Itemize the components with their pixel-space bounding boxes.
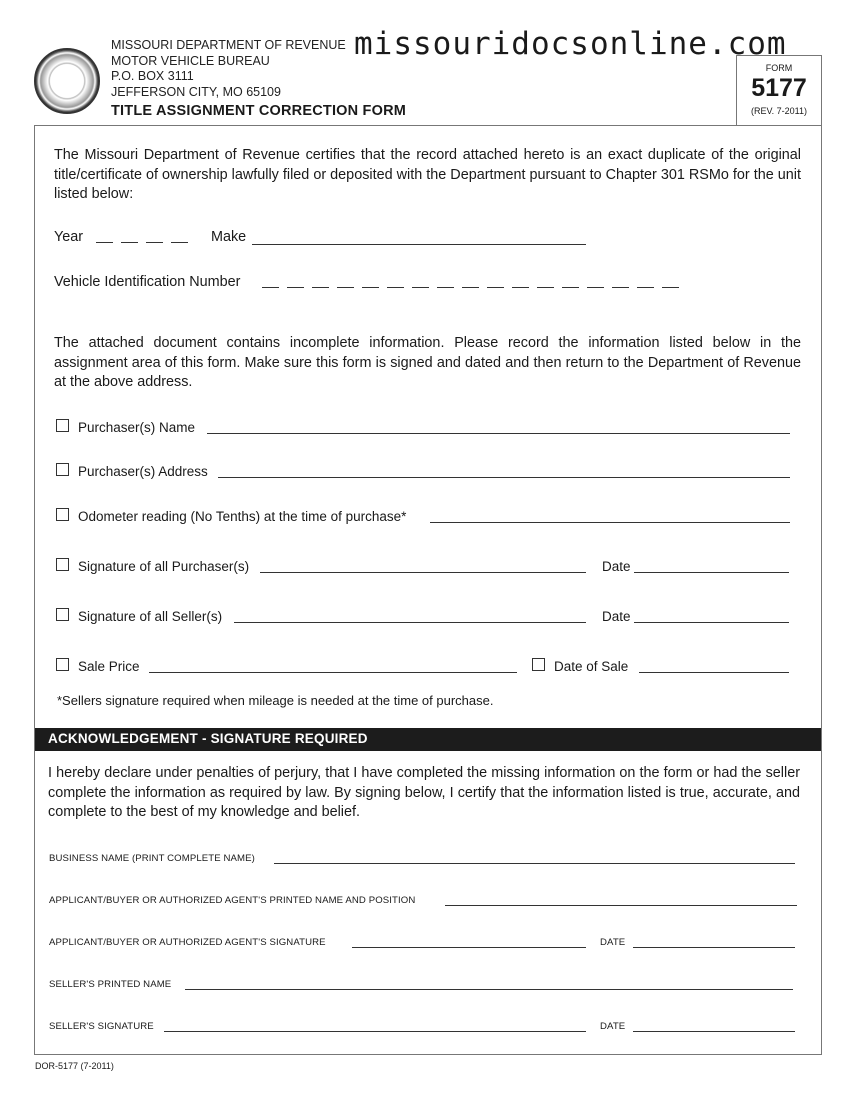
seller-printed-name-field[interactable] [185, 989, 793, 990]
agency-address [111, 38, 346, 100]
business-name-field[interactable] [274, 863, 795, 864]
agent-printed-name-field[interactable] [445, 905, 797, 906]
agent-signature-field[interactable] [352, 947, 586, 948]
purchaser-signature-checkbox[interactable] [56, 558, 69, 571]
sale-price-field[interactable] [149, 672, 517, 673]
sale-price-checkbox[interactable] [56, 658, 69, 671]
odometer-label: Odometer reading (No Tenths) at the time of purchase* [78, 509, 407, 524]
sale-price-label: Sale Price [78, 659, 140, 674]
seller-date-label: Date [602, 609, 631, 624]
seller-date-ack-label: DATE [600, 1021, 626, 1032]
purchaser-address-field[interactable] [218, 477, 790, 478]
purchaser-address-checkbox[interactable] [56, 463, 69, 476]
agency-line: JEFFERSON CITY, MO 65109 [111, 84, 281, 99]
form-revision: (REV. 7-2011) [750, 106, 808, 116]
seller-printed-name-label: SELLER'S PRINTED NAME [49, 979, 172, 990]
agent-date-label: DATE [600, 937, 626, 948]
vin-label: Vehicle Identification Number [54, 274, 241, 290]
date-of-sale-label: Date of Sale [554, 659, 629, 674]
state-seal-icon [34, 48, 100, 114]
footer-form-id: DOR-5177 (7-2011) [35, 1061, 114, 1071]
purchaser-date-label: Date [602, 559, 631, 574]
make-label: Make [211, 229, 247, 245]
odometer-checkbox[interactable] [56, 508, 69, 521]
seller-signature-label: Signature of all Seller(s) [78, 609, 223, 624]
agency-line: MOTOR VEHICLE BUREAU [111, 53, 270, 68]
purchaser-name-field[interactable] [207, 433, 790, 434]
business-name-label: BUSINESS NAME (PRINT COMPLETE NAME) [49, 853, 255, 864]
year-label: Year [54, 229, 84, 245]
purchaser-name-label: Purchaser(s) Name [78, 420, 196, 435]
watermark: missouridocsonline.com [354, 26, 787, 62]
form-label: FORM [765, 63, 793, 73]
agent-printed-name-label: APPLICANT/BUYER OR AUTHORIZED AGENT'S PRINTED NAME AND POSITION [49, 895, 416, 906]
agency-line: P.O. BOX 3111 [111, 69, 194, 83]
seller-date-field[interactable] [634, 622, 789, 623]
date-of-sale-checkbox[interactable] [532, 658, 545, 671]
instructions-paragraph: The attached document contains incomplete information. Please record the information listed below in the assignment area of this form. Make sure this form is signed and dated and then return to the Department of Revenue at the above address. [54, 335, 801, 390]
date-of-sale-field[interactable] [639, 672, 789, 673]
purchaser-date-field[interactable] [634, 572, 789, 573]
vin-field[interactable] [262, 275, 687, 289]
purchaser-signature-label: Signature of all Purchaser(s) [78, 559, 250, 574]
seller-date-ack-field[interactable] [633, 1031, 795, 1032]
seller-signature-field[interactable] [234, 622, 586, 623]
seller-signature-ack-label: SELLER'S SIGNATURE [49, 1021, 154, 1032]
intro-paragraph: The Missouri Department of Revenue certifies that the record attached hereto is an exact duplicate of the original title/certificate of ownership lawfully filed or deposited with the Department pursuant to Chapter 301 RSMo for the unit listed below: [54, 147, 801, 202]
form-number-box [736, 55, 822, 125]
acknowledgement-paragraph: I hereby declare under penalties of perjury, that I have completed the missing information on the form or had the seller complete the information as required by law. By signing below, I certify that the information listed is true, accurate, and complete to the best of my knowledge and belief. [48, 765, 800, 820]
purchaser-name-checkbox[interactable] [56, 419, 69, 432]
purchaser-signature-field[interactable] [260, 572, 586, 573]
agency-line: MISSOURI DEPARTMENT OF REVENUE [111, 38, 346, 52]
seller-signature-ack-field[interactable] [164, 1031, 586, 1032]
form-body-border [34, 125, 822, 1055]
odometer-field[interactable] [430, 522, 790, 523]
seller-signature-checkbox[interactable] [56, 608, 69, 621]
agent-date-field[interactable] [633, 947, 795, 948]
form-title: TITLE ASSIGNMENT CORRECTION FORM [111, 103, 407, 119]
seller-signature-note: *Sellers signature required when mileage is needed at the time of purchase. [57, 693, 494, 708]
purchaser-address-label: Purchaser(s) Address [78, 464, 208, 479]
agent-signature-label: APPLICANT/BUYER OR AUTHORIZED AGENT'S SIGNATURE [49, 937, 326, 948]
acknowledgement-heading: ACKNOWLEDGEMENT - SIGNATURE REQUIRED [35, 728, 821, 751]
year-field[interactable] [96, 230, 196, 244]
make-field[interactable] [252, 244, 586, 245]
form-number: 5177 [751, 74, 807, 102]
